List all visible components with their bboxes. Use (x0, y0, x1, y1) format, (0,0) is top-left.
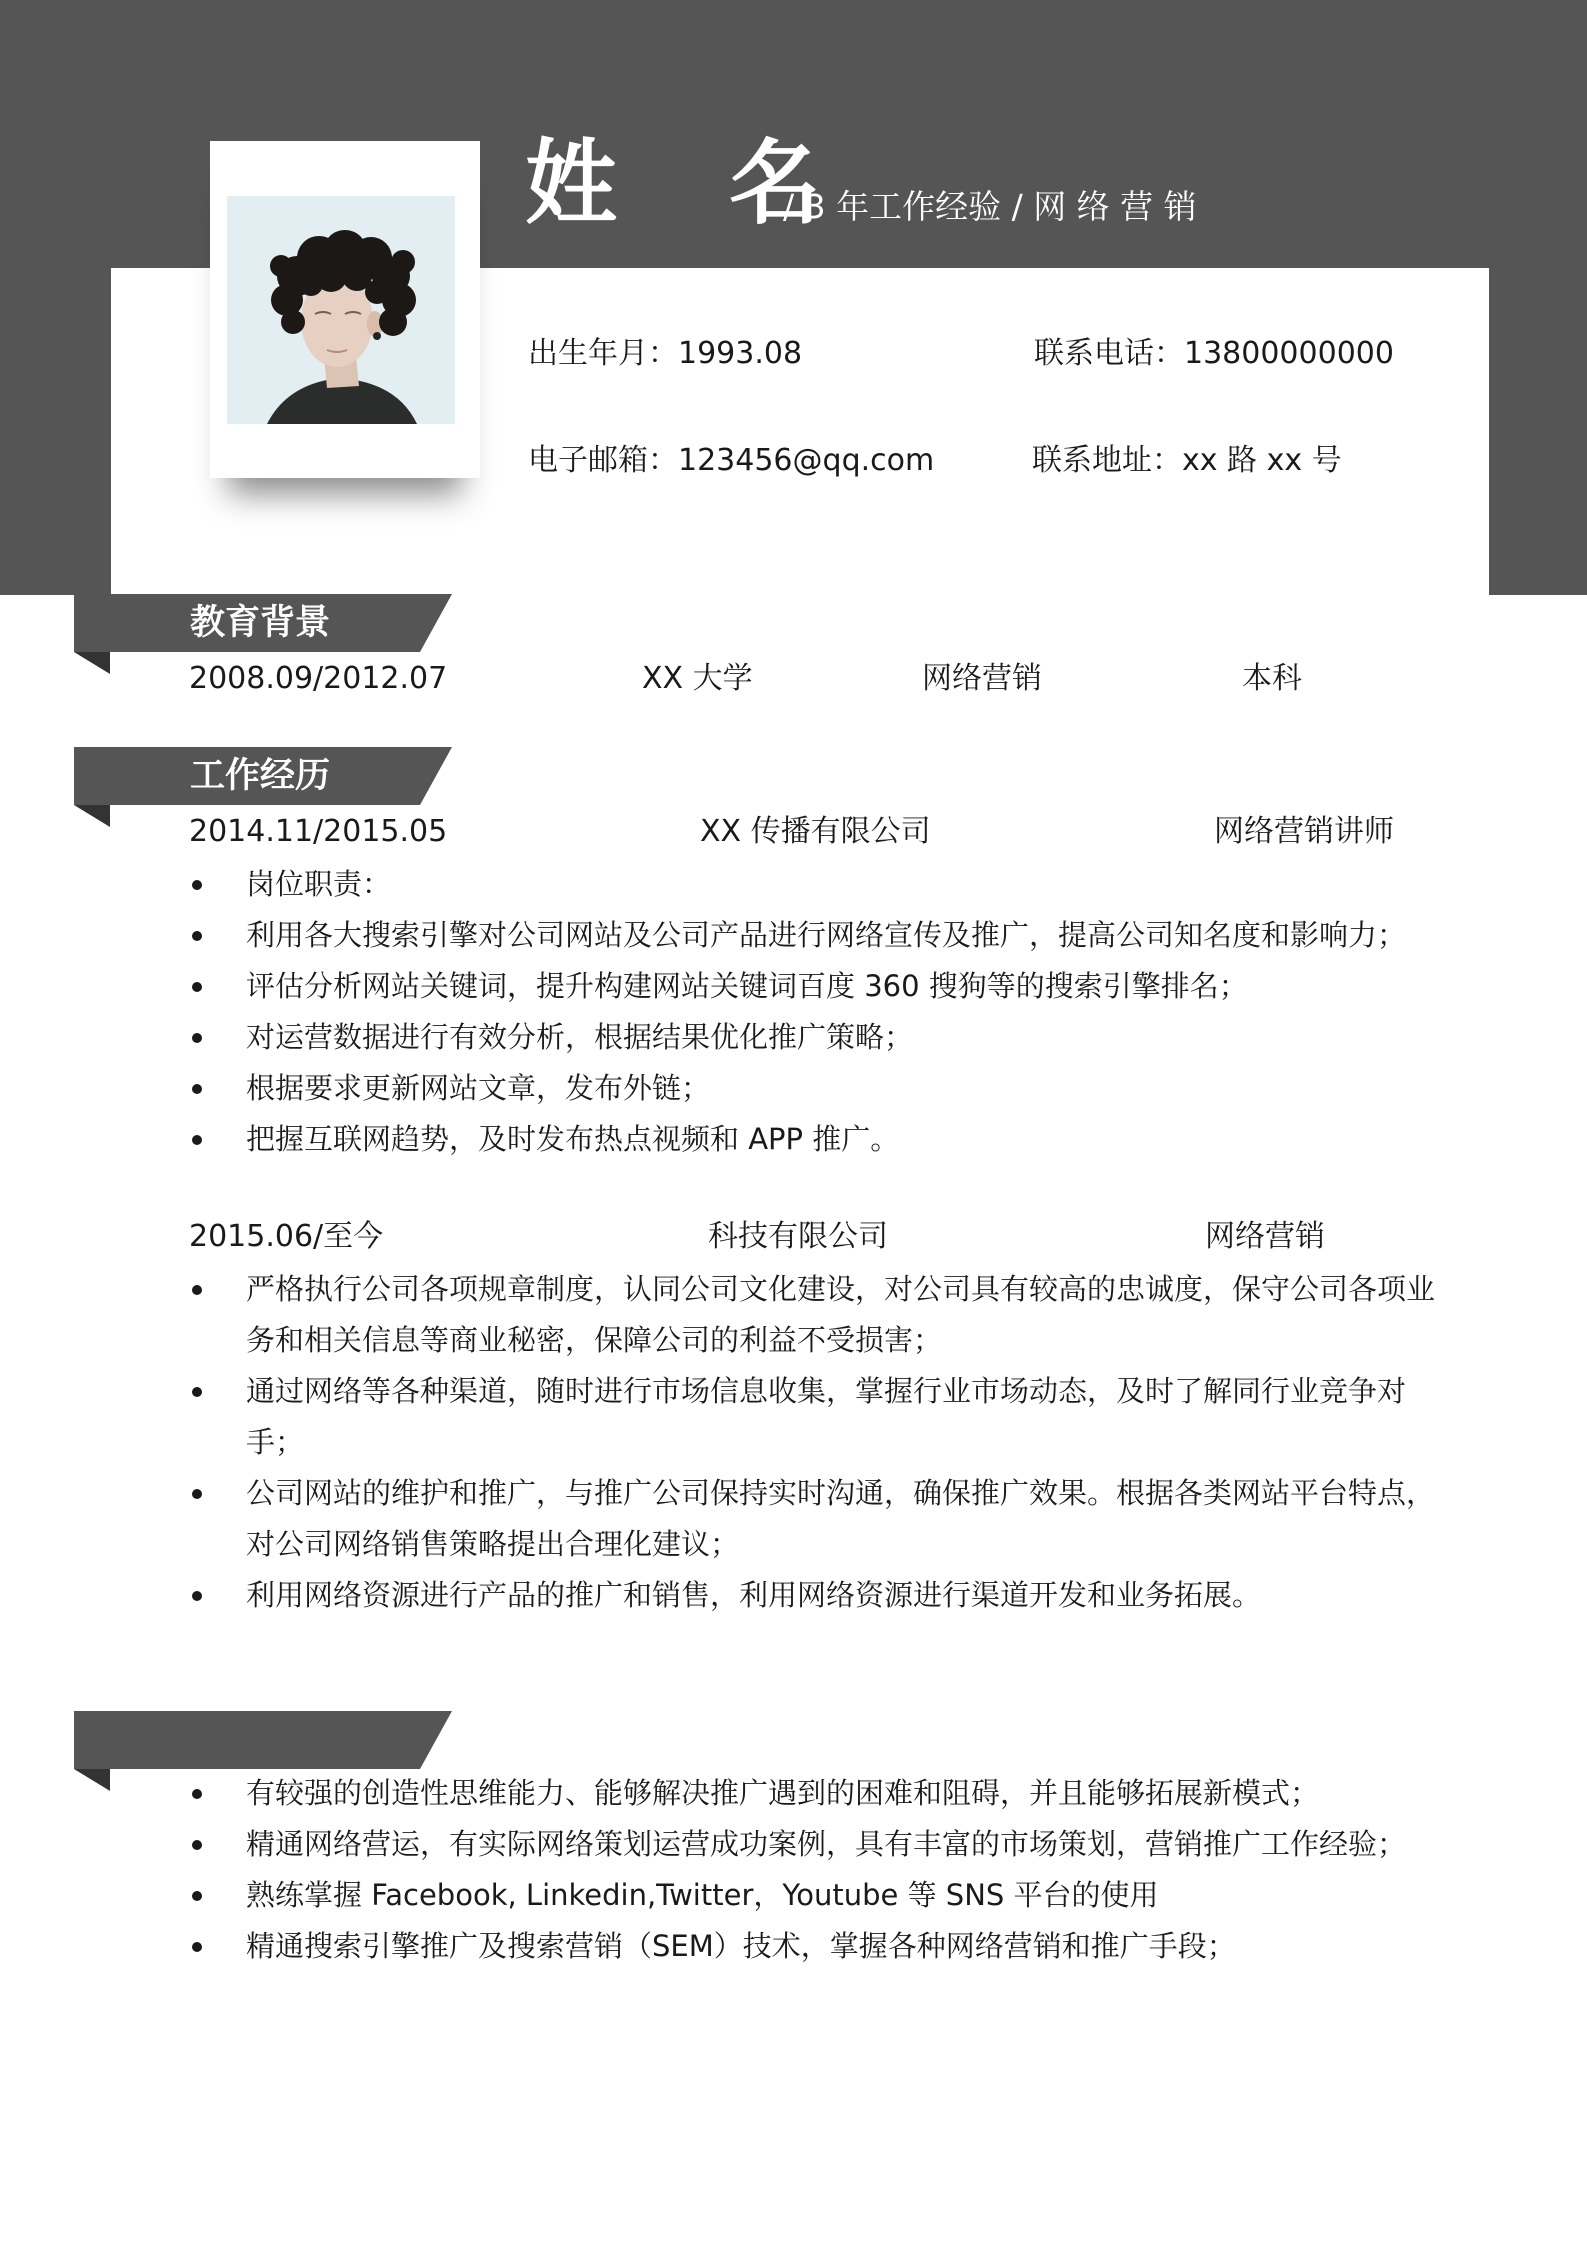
photo-frame (210, 141, 480, 478)
bullet-icon (192, 880, 202, 890)
education-title: 教育背景 (190, 603, 331, 643)
list-item: 利用各大搜索引擎对公司网站及公司产品进行网络宣传及推广，提高公司知名度和影响力； (186, 910, 1456, 961)
education-major: 网络营销 (922, 661, 1042, 696)
postal-address: 联系地址：xx 路 xx 号 (1032, 443, 1342, 478)
name-title: 姓 名 (525, 130, 862, 237)
avatar (227, 196, 455, 424)
job-company: 科技有限公司 (708, 1219, 888, 1254)
bullet-icon (192, 982, 202, 992)
bullet-icon (192, 1084, 202, 1094)
list-item: 精通搜索引擎推广及搜索营销（SEM）技术，掌握各种网络营销和推广手段； (186, 1921, 1456, 1972)
list-item: 根据要求更新网站文章，发布外链； (186, 1063, 1456, 1114)
bullet-icon (192, 1033, 202, 1043)
list-item: 评估分析网站关键词，提升构建网站关键词百度 360 搜狗等的搜索引擎排名； (186, 961, 1456, 1012)
education-school: XX 大学 (642, 661, 753, 696)
bullet-icon (192, 1840, 202, 1850)
list-item: 精通网络营运，有实际网络策划运营成功案例，具有丰富的市场策划，营销推广工作经验； (186, 1819, 1456, 1870)
bullet-icon (192, 1789, 202, 1799)
list-item: 对运营数据进行有效分析，根据结果优化推广策略； (186, 1012, 1456, 1063)
work-title: 工作经历 (190, 756, 331, 796)
list-item: 岗位职责： (186, 859, 1456, 910)
list-item: 严格执行公司各项规章制度，认同公司文化建设，对公司具有较高的忠诚度，保守公司各项业务和相关信息等商业秘密，保障公司的利益不受损害； (186, 1264, 1456, 1366)
avatar-portrait-graphic (227, 196, 455, 424)
bullet-icon (192, 1285, 202, 1295)
job-company: XX 传播有限公司 (700, 814, 931, 849)
job-duties-list (186, 859, 1456, 1165)
bullet-icon (192, 1387, 202, 1397)
job-period: 2015.06/至今 (189, 1219, 384, 1254)
bullet-icon (192, 931, 202, 941)
bullet-icon (192, 1891, 202, 1901)
list-item: 公司网站的维护和推广，与推广公司保持实时沟通，确保推广效果。根据各类网站平台特点，对公司网络销售策略提出合理化建议； (186, 1468, 1456, 1570)
list-item: 有较强的创造性思维能力、能够解决推广遇到的困难和阻碍，并且能够拓展新模式； (186, 1768, 1456, 1819)
phone-number: 联系电话：13800000000 (1034, 336, 1394, 371)
bullet-icon (192, 1591, 202, 1601)
job-duties-list (186, 1264, 1456, 1621)
list-item: 通过网络等各种渠道，随时进行市场信息收集，掌握行业市场动态，及时了解同行业竞争对手； (186, 1366, 1456, 1468)
list-item: 利用网络资源进行产品的推广和销售，利用网络资源进行渠道开发和业务拓展。 (186, 1570, 1456, 1621)
education-degree: 本科 (1242, 661, 1302, 696)
skills-list (186, 1768, 1456, 1972)
bullet-icon (192, 1135, 202, 1145)
job-position: 网络营销讲师 (1214, 814, 1394, 849)
subtitle: / 3 年工作经验 / 网 络 营 销 (783, 187, 1197, 226)
bullet-icon (192, 1489, 202, 1499)
bullet-icon (192, 1942, 202, 1952)
job-position: 网络营销 (1205, 1219, 1325, 1254)
list-item: 把握互联网趋势，及时发布热点视频和 APP 推广。 (186, 1114, 1456, 1165)
list-item: 熟练掌握 Facebook, Linkedin,Twitter，Youtube 等 SNS 平台的使用 (186, 1870, 1456, 1921)
education-period: 2008.09/2012.07 (189, 661, 448, 696)
job-period: 2014.11/2015.05 (189, 814, 448, 849)
email-address: 电子邮箱：123456@qq.com (528, 443, 935, 478)
birth-date: 出生年月：1993.08 (528, 336, 803, 371)
